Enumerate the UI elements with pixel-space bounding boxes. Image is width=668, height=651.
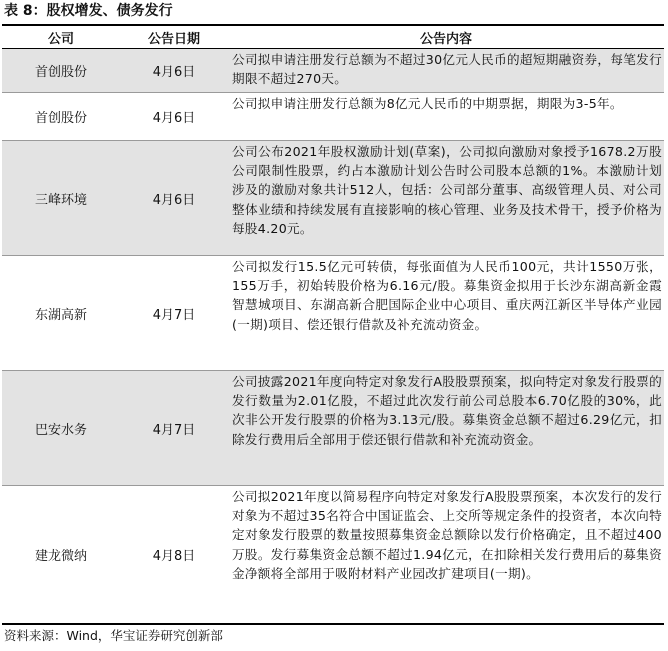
table-row xyxy=(2,256,664,371)
source-note: 资料来源：Wind，华宝证券研究创新部 xyxy=(4,628,223,643)
table-row xyxy=(2,93,664,141)
announcement-table xyxy=(2,24,664,625)
company-cell: 三峰环境 xyxy=(34,192,87,208)
table-title: 表 8：股权增发、债务发行 xyxy=(4,3,173,19)
header-company: 公司 xyxy=(47,31,74,47)
content-cell: 公司拟2021年度以简易程序向特定对象发行A股股票预案，本次发行的发行对象为不超过35名符合中国证监会、上交所等规定条件的投资者，本次向特定对象发行股票的数量按照募集资金总额除以发行价格确定，且不超过400万股。发行募集资金总额不超过1.94亿元，在扣除相关发行费用后的募集资金净额将全部用于吸附材料产业园改扩建项目(一期)。 xyxy=(232,489,662,581)
table-row xyxy=(2,49,664,93)
company-cell: 建龙微纳 xyxy=(34,549,87,564)
content-cell: 公司拟申请注册发行总额为不超过30亿元人民币的超短期融资券，每笔发行期限不超过270天。 xyxy=(232,52,662,87)
header-date: 公告日期 xyxy=(147,31,200,47)
content-cell: 公司公布2021年股权激励计划(草案)，公司拟向激励对象授予1678.2万股公司限制性股票，约占本激励计划公告时公司股本总额的1%。本激励计划涉及的激励对象共计512人，包括：公司部分董事、高级管理人员、对公司整体业绩和持续发展有直接影响的核心管理、业务及技术骨干，授予价格为每股4.20元。 xyxy=(232,144,662,236)
content-cell: 公司拟申请注册发行总额为8亿元人民币的中期票据，期限为3-5年。 xyxy=(232,96,623,111)
date-cell: 4月6日 xyxy=(152,111,196,126)
company-cell: 东湖高新 xyxy=(34,307,87,323)
date-cell: 4月8日 xyxy=(152,549,196,564)
company-cell: 首创股份 xyxy=(34,111,87,126)
company-cell: 首创股份 xyxy=(34,65,87,80)
company-cell: 巴安水务 xyxy=(34,422,87,438)
date-cell: 4月6日 xyxy=(152,65,196,80)
content-cell: 公司拟发行15.5亿元可转债，每张面值为人民币100元，共计1550万张，155万手，初始转股价格为6.16元/股。募集资金拟用于长沙东湖高新金霞智慧城项目、东湖高新合肥国际企业中心项目、重庆两江新区半导体产业园(一期)项目、偿还银行借款及补充流动资金。 xyxy=(232,259,662,332)
table-header xyxy=(2,26,664,49)
header-content: 公告内容 xyxy=(419,31,472,47)
table-row xyxy=(2,486,664,623)
date-cell: 4月6日 xyxy=(152,192,196,208)
content-cell: 公司披露2021年度向特定对象发行A股股票预案，拟向特定对象发行股票的发行数量为2.01亿股，不超过此次发行前公司总股本6.70亿股的30%，此次非公开发行股票的价格为3.13元/股。募集资金总额不超过6.29亿元，扣除发行费用后全部用于偿还银行借款和补充流动资金。 xyxy=(232,374,662,447)
table-row xyxy=(2,141,664,256)
table-row xyxy=(2,371,664,486)
date-cell: 4月7日 xyxy=(152,307,196,323)
date-cell: 4月7日 xyxy=(152,422,196,438)
